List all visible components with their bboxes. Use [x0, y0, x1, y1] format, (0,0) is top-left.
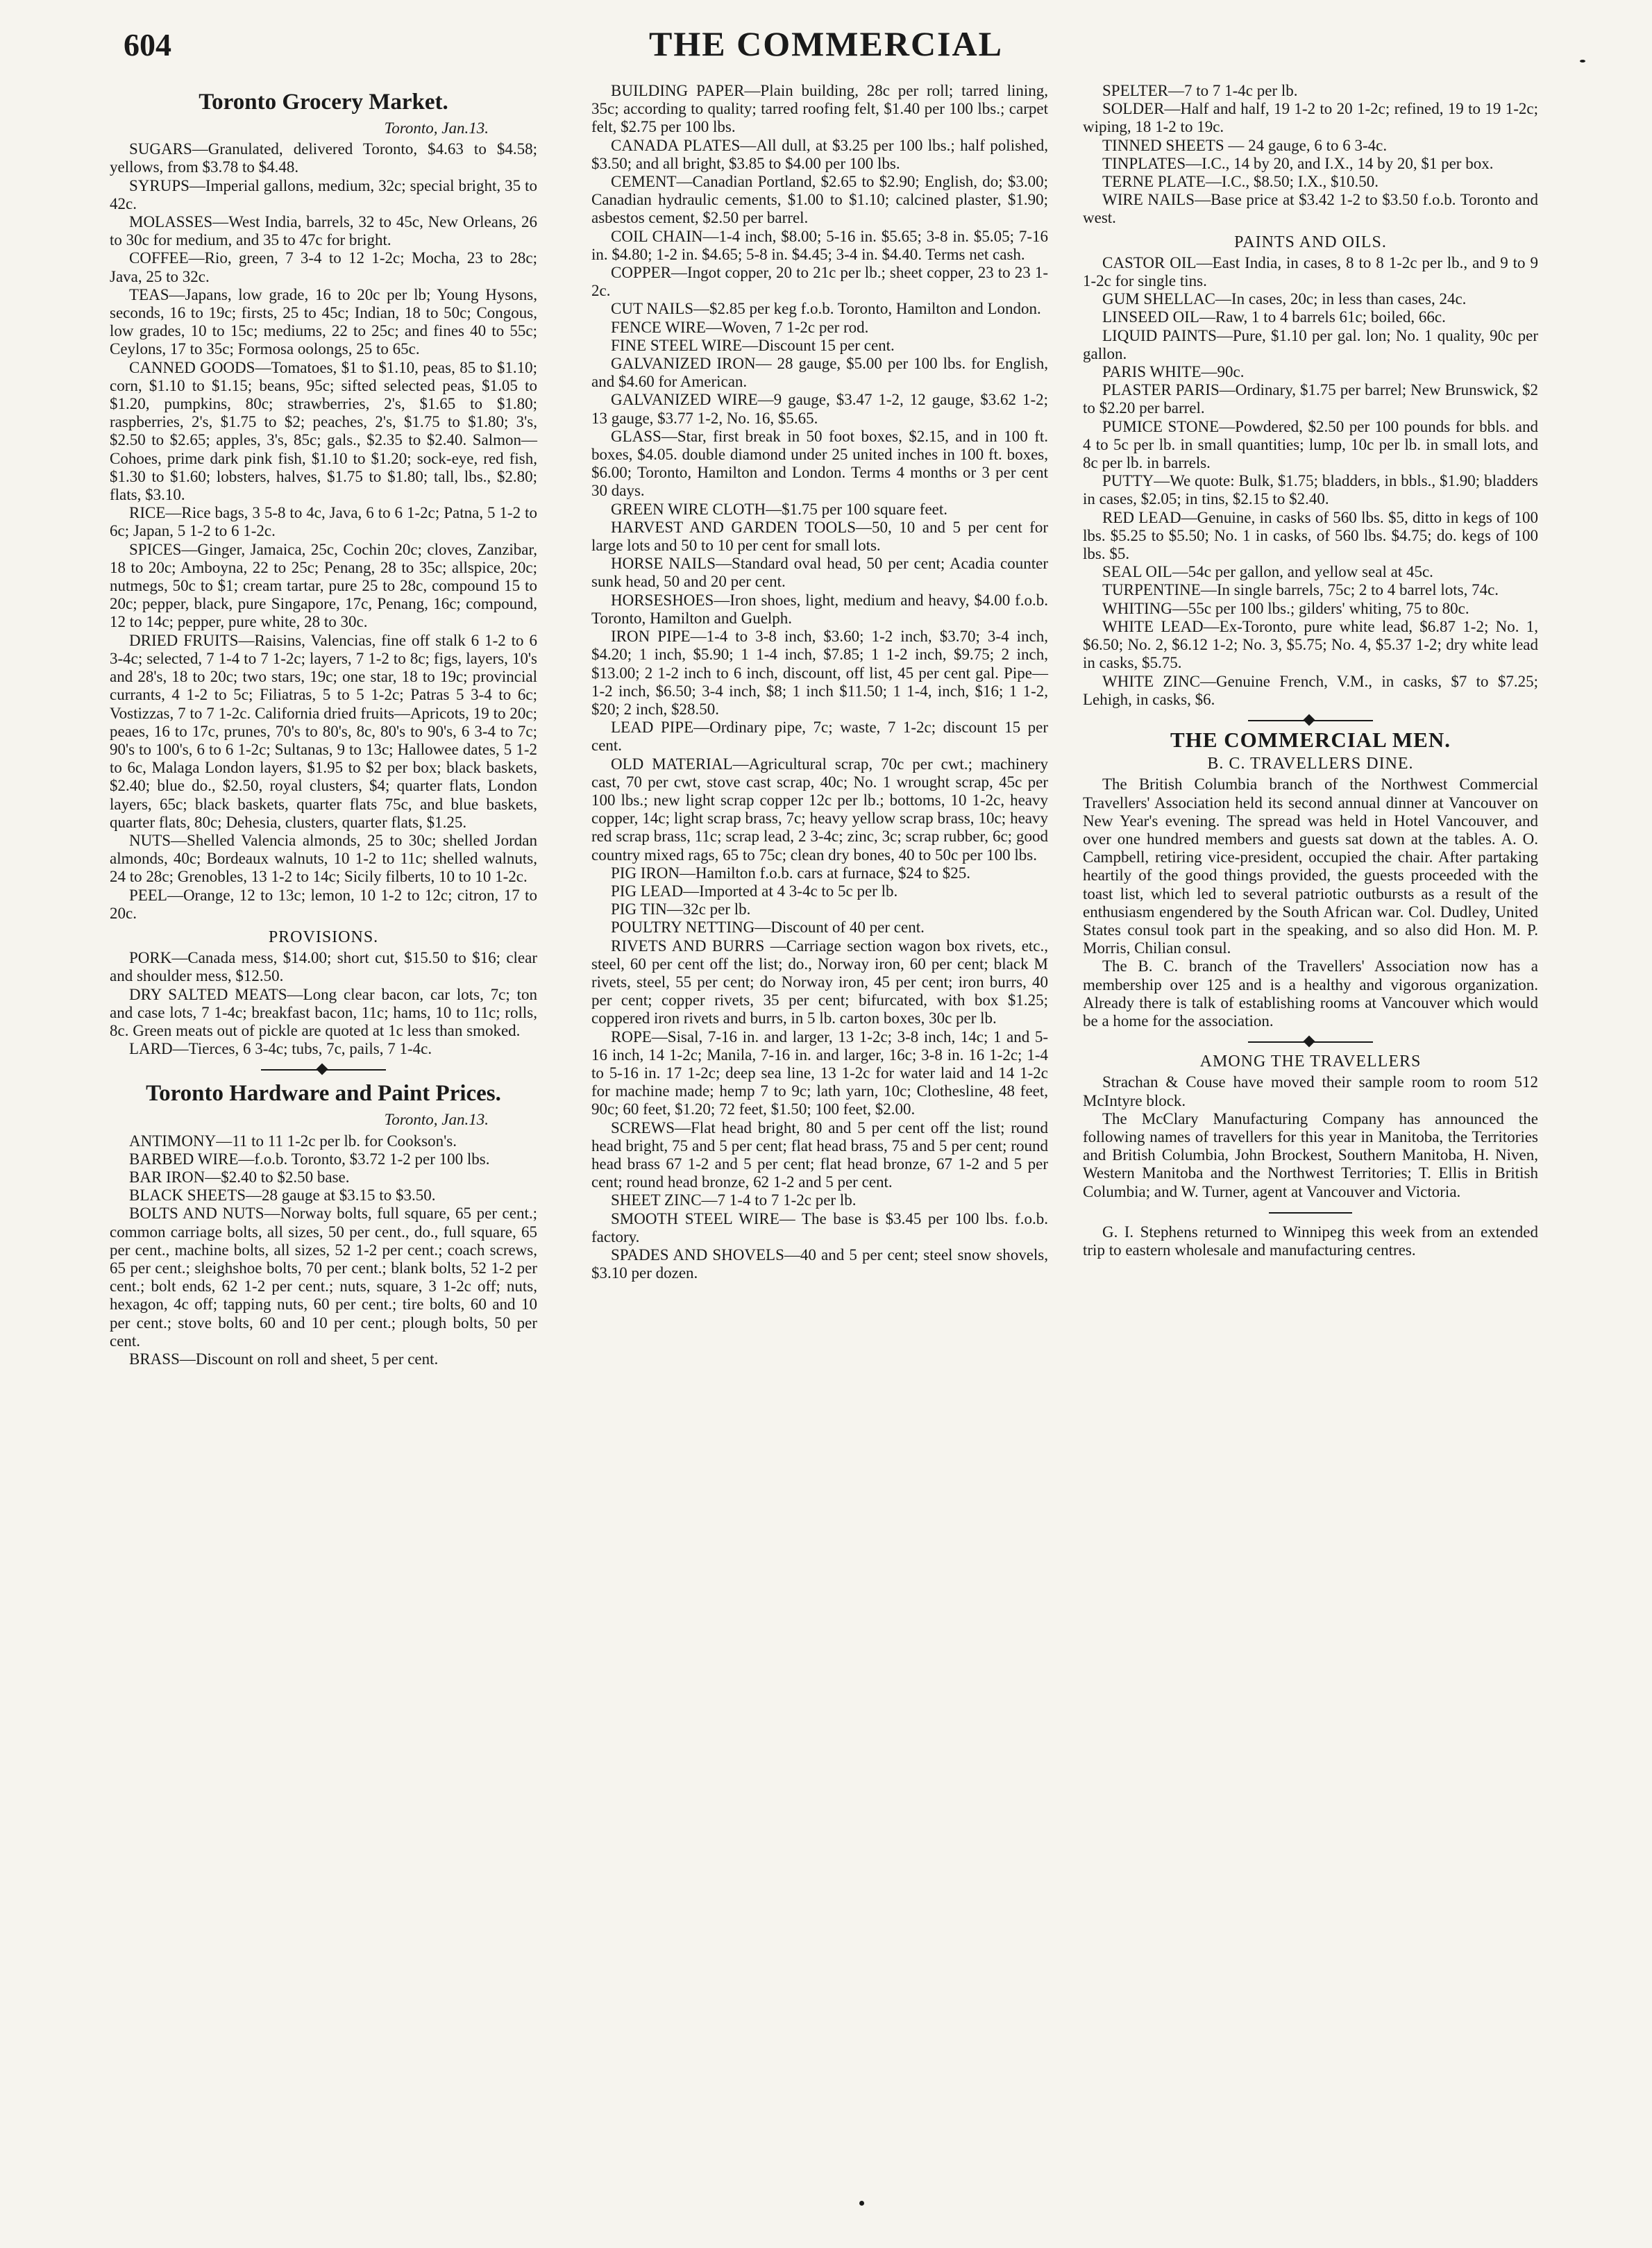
paint-pumice-stone: PUMICE STONE—Powdered, $2.50 per 100 pounds for bbls. and 4 to 5c per lb. in small quantities; lump, 10c per lb. in small lots, and 8c per lb. in barrels.	[1083, 417, 1538, 472]
provisions-lard: LARD—Tierces, 6 3-4c; tubs, 7c, pails, 7 1-4c.	[129, 1040, 432, 1058]
rule-ornament	[1304, 1036, 1315, 1048]
item-smooth-steel-wire: SMOOTH STEEL WIRE— The base is $3.45 per 100 lbs. f.o.b. factory.	[591, 1209, 1048, 1245]
paint-gum-shellac: GUM SHELLAC—In cases, 20c; in less than cases, 24c.	[1102, 290, 1467, 308]
grocery-teas: TEAS—Japans, low grade, 16 to 20c per lb; Young Hysons, seconds, 16 to 19c; firsts, 25 to 45c; Indian, 18 to 50c; Congous, low grades, 10 to 15c; mediums, 22 to 25c; and fines 40 to 55c; Ceylons, 17 to 35c; Formosa oolongs, 25 to 65c.	[110, 285, 537, 358]
rule-ornament	[1304, 714, 1315, 725]
column-middle	[591, 82, 1048, 1282]
paint-turpentine: TURPENTINE—In single barrels, 75c; 2 to 4 barrel lots, 74c.	[1102, 581, 1499, 599]
hardware-barbed-wire: BARBED WIRE—f.o.b. Toronto, $3.72 1-2 per 100 lbs.	[129, 1150, 490, 1168]
item-cut-nails: CUT NAILS—$2.85 per keg f.o.b. Toronto, Hamilton and London.	[611, 300, 1041, 318]
travellers-dine-para-2: The B. C. branch of the Travellers' Association now has a membership over 125 and is a healthy and vigorous organization. Already there is talk of establishing rooms at Vancouver which would be a home for the association.	[1083, 957, 1538, 1030]
travellers-dine-subheading: B. C. TRAVELLERS DINE.	[1207, 755, 1414, 773]
item-horse-nails: HORSE NAILS—Standard oval head, 50 per cent; Acadia counter sunk head, 50 and 20 per cent.	[591, 555, 1048, 591]
grocery-syrups: SYRUPS—Imperial gallons, medium, 32c; special bright, 35 to 42c.	[110, 176, 537, 212]
column-right	[1083, 82, 1538, 1259]
item-pig-iron: PIG IRON—Hamilton f.o.b. cars at furnace, $24 to $25.	[611, 864, 971, 882]
paint-castor-oil: CASTOR OIL—East India, in cases, 8 to 8 1-2c per lb., and 9 to 9 1-2c for single tins.	[1083, 253, 1538, 290]
item-rivets-burrs: RIVETS AND BURRS —Carriage section wagon box rivets, etc., steel, 60 per cent off the list; do., Norway iron, 60 per cent; black M rivets, steel, 55 per cent; do Norway iron, 45 per cent; iron burrs, 40 per cent; copper rivets, 35 per cent; bifurcated, with box $1.25; coppered iron rivets and burrs, in 5 lb. carton boxes, 30c per lb.	[591, 937, 1048, 1027]
travellers-dine-para-1: The British Columbia branch of the Northwest Commercial Travellers' Association held its second annual dinner at Vancouver on New Year's evening. The spread was held in Hotel Vancouver, and over one hundred members and guests sat down at the tables. A. O. Campbell, retiring vice-president, occupied the chair. After partaking heartily of the good things provided, the guests proceeded with the toast list, which led to several patriotic outbursts as a result of the enthusiasm engendered by the South African war. Col. Dudley, United States consul took part in the speaking, and so also did Hon. M. P. Morris, Chilian consul.	[1083, 775, 1538, 957]
grocery-peel: PEEL—Orange, 12 to 13c; lemon, 10 1-2 to 12c; citron, 17 to 20c.	[110, 886, 537, 922]
paint-red-lead: RED LEAD—Genuine, in casks of 560 lbs. $5, ditto in kegs of 100 lbs. $5.25 to $5.50; No. 1 in casks, of 560 lbs. $4.75; do. kegs of 100 lbs. $5.	[1083, 508, 1538, 563]
grocery-molasses: MOLASSES—West India, barrels, 32 to 45c, New Orleans, 26 to 30c for medium, and 35 to 47c for bright.	[110, 213, 537, 249]
page-number: 604	[124, 27, 171, 62]
item-canada-plates: CANADA PLATES—All dull, at $3.25 per 100 lbs.; half polished, $3.50; and all bright, $3.85 to $4.00 per 100 lbs.	[591, 136, 1048, 172]
paint-white-lead: WHITE LEAD—Ex-Toronto, pure white lead, $6.87 1-2; No. 1, $6.50; No. 2, $6.12 1-2; No. 3, $5.75; No. 4, $5.37 1-2; dry white lead in casks, $5.75.	[1083, 617, 1538, 672]
item-galvanized-wire: GALVANIZED WIRE—9 gauge, $3.47 1-2, 12 gauge, $3.62 1-2; 13 gauge, $3.77 1-2, No. 16, $5.65.	[591, 391, 1048, 427]
grocery-dried-fruits: DRIED FRUITS—Raisins, Valencias, fine off stalk 6 1-2 to 6 3-4c; selected, 7 1-4 to 7 1-2c; layers, 7 1-2 to 8c; figs, layers, 10's and 28's, 18 to 20c; two stars, 19c; one star, 18 to 19c; provincial currants, 4 1-2 to 5c; Filiatras, 5 to 5 1-2c; Patras 5 3-4 to 6c; Vostizzas, 7 to 7 1-2c. California dried fruits—Apricots, 19 to 20c; peaes, 16 to 17c, prunes, 70's to 80's, 8c, 80's to 90's, 6 3-4 to 7c; 90's to 100's, 6 to 6 1-2c; Sultanas, 9 to 13c; Hallowee dates, 5 1-2 to 6c, Malaga London layers, $1.95 to $2 per box; black baskets, $2.40; blue do., $2.50, royal clusters, $4; quarter flats, London layers, 65c; black baskets, quarter flats 75c, and blue baskets, quarter flats, 80c; Dehesia, clusters, quarter flats, $1.25.	[110, 631, 537, 831]
item-galvanized-iron: GALVANIZED IRON— 28 gauge, $5.00 per 100 lbs. for English, and $4.60 for American.	[591, 355, 1048, 391]
among-travellers-heading: AMONG THE TRAVELLERS	[1199, 1052, 1422, 1071]
paint-liquid-paints: LIQUID PAINTS—Pure, $1.10 per gal. lon; No. 1 quality, 90c per gallon.	[1083, 326, 1538, 362]
item-fence-wire: FENCE WIRE—Woven, 7 1-2c per rod.	[611, 318, 869, 336]
grocery-nuts: NUTS—Shelled Valencia almonds, 25 to 30c; shelled Jordan almonds, 40c; Bordeaux walnuts, 10 1-2 to 11c; shelled walnuts, 24 to 28c; Grenobles, 13 1-2 to 14c; Sicily filberts, 10 to 10 1-2c.	[110, 831, 537, 886]
item-wire-nails: WIRE NAILS—Base price at $3.42 1-2 to $3.50 f.o.b. Toronto and west.	[1083, 191, 1538, 227]
hardware-bar-iron: BAR IRON—$2.40 to $2.50 base.	[129, 1168, 350, 1186]
among-travellers-para-2: The McClary Manufacturing Company has announced the following names of travellers for this year in Manitoba, the Territories and British Columbia, John Brockest, Southern Manitoba, H. Niven, Western Manitoba and the Northwest Territories; T. Ellis in British Columbia; and W. Turner, agent at Vancouver and Victoria.	[1083, 1109, 1538, 1200]
grocery-heading: Toronto Grocery Market.	[199, 90, 448, 115]
hardware-bolts-nuts: BOLTS AND NUTS—Norway bolts, full square, 65 per cent.; common carriage bolts, all sizes, 50 per cent., do., full square, 65 per cent., machine bolts, all sizes, 52 1-2 per cent.; coach screws, 65 per cent.; sleighshoe bolts, 70 per cent.; blank bolts, 52 1-2 per cent.; bolt ends, 62 1-2 per cent.; nuts, square, 3 1-2c off; nuts, hexagon, 4c off; tapping nuts, 60 per cent.; tire bolts, 60 and 10 per cent.; stove bolts, 60 and 10 per cent.; plough bolts, 50 per cent.	[110, 1205, 537, 1350]
paint-linseed-oil: LINSEED OIL—Raw, 1 to 4 barrels 61c; boiled, 66c.	[1102, 308, 1446, 326]
grocery-sugars: SUGARS—Granulated, delivered Toronto, $4.63 to $4.58; yellows, from $3.78 to $4.48.	[110, 140, 537, 176]
item-building-paper: BUILDING PAPER—Plain building, 28c per roll; tarred lining, 35c; according to quality; tarred roofing felt, $1.40 per 100 lbs.; carpet felt, $2.75 per 100 lbs.	[591, 82, 1048, 136]
grocery-rice: RICE—Rice bags, 3 5-8 to 4c, Java, 6 to 6 1-2c; Patna, 5 1-2 to 6c; Japan, 5 1-2 to 6 1-2c.	[110, 504, 537, 540]
item-terne-plate: TERNE PLATE—I.C., $8.50; I.X., $10.50.	[1102, 173, 1379, 191]
item-green-wire-cloth: GREEN WIRE CLOTH—$1.75 per 100 square feet.	[611, 500, 948, 518]
grocery-dateline: Toronto, Jan.13.	[384, 119, 489, 137]
item-cement: CEMENT—Canadian Portland, $2.65 to $2.90; English, do; $3.00; Canadian hydraulic cements, $1.00 to $1.10; calcined plaster, $1.90; asbestos cement, $2.50 per barrel.	[591, 173, 1048, 227]
paints-heading: PAINTS AND OILS.	[1234, 233, 1387, 251]
item-solder: SOLDER—Half and half, 19 1-2 to 20 1-2c; refined, 19 to 19 1-2c; wiping, 18 1-2 to 19c.	[1083, 100, 1538, 136]
grocery-canned-goods: CANNED GOODS—Tomatoes, $1 to $1.10, peas, 85 to $1.10; corn, $1.10 to $1.15; beans, 95c; sifted selected peas, $1.05 to $1.20, pumpkins, 80c; strawberries, 2's, $1.65 to $1.80; raspberries, 2's, $1.75 to $2; peaches, 2's, $1.75 to $1.80; 3's, $2.50 to $2.65; apples, 3's, 85c; gals., $2.35 to $2.40. Salmon—Cohoes, prime dark pink fish, $1.10 to $1.20; sock-eye, red fish, $1.30 to $1.60; lobsters, halves, $1.75 to $1.80; tall, lbs., $2.80; flats, $3.10.	[110, 358, 537, 504]
item-pig-tin: PIG TIN—32c per lb.	[611, 900, 751, 919]
section-rule	[1248, 1041, 1373, 1043]
paint-white-zinc: WHITE ZINC—Genuine French, V.M., in casks, $7 to $7.25; Lehigh, in casks, $6.	[1083, 672, 1538, 708]
item-tinned-sheets: TINNED SHEETS — 24 gauge, 6 to 6 3-4c.	[1102, 136, 1388, 154]
provisions-heading: PROVISIONS.	[268, 928, 379, 946]
column-left	[110, 82, 537, 1368]
item-glass: GLASS—Star, first break in 50 foot boxes, $2.15, and in 100 ft. boxes, $4.05. double diamond under 25 united inches in 100 ft. boxes, $6.00; Toronto, Hamilton and London. Terms 4 months or 3 per cent 30 days.	[591, 427, 1048, 500]
grocery-spices: SPICES—Ginger, Jamaica, 25c, Cochin 20c; cloves, Zanzibar, 18 to 20c; Amboyna, 22 to 25c; Penang, 28 to 35c; allspice, 20c; nutmegs, 50c to $1; cream tartar, pure 25 to 28c, compound 15 to 20c; pepper, black, pure Singapore, 17c, Penang, 16c; compound, 12 to 14c; pepper, pure white, 28 to 30c.	[110, 540, 537, 631]
provisions-dry-salted-meats: DRY SALTED MEATS—Long clear bacon, car lots, 7c; ton and case lots, 7 1-4c; breakfast bacon, 11c; hams, 10 to 11c; rolls, 8c. Green meats out of pickle are quoted at 1c less than smoked.	[110, 985, 537, 1039]
item-poultry-netting: POULTRY NETTING—Discount of 40 per cent.	[611, 919, 925, 937]
paint-putty: PUTTY—We quote: Bulk, $1.75; bladders, in bbls., $1.90; bladders in cases, $2.05; in tins, $2.15 to $2.40.	[1083, 472, 1538, 508]
print-speck	[859, 2201, 864, 2206]
item-old-material: OLD MATERIAL—Agricultural scrap, 70c per cwt.; machinery cast, 70 per cwt, stove cast scrap, 40c; No. 1 wrought scrap, 45c per 100 lbs.; new light scrap copper 12c per lb.; bottoms, 10 1-2c, heavy copper, 14c; light scrap brass, 7c; heavy yellow scrap brass, 10c; heavy red scrap brass, 11c; scrap lead, 2 3-4c; zinc, 3c; scrap rubber, 6c; good country mixed rags, 65 to 75c; clean dry bones, 40 to 50c per 100 lbs.	[591, 755, 1048, 864]
item-iron-pipe: IRON PIPE—1-4 to 3-8 inch, $3.60; 1-2 inch, $3.70; 3-4 inch, $4.20; 1 inch, $5.90; 1 1-4 inch, $7.85; 1 1-2 inch, $9.75; 2 inch, $13.00; 2 1-2 inch to 6 inch, discount, off list, 45 per cent gal. Pipe—1-2 inch, $6.50; 3-4 inch, $8; 1 inch $11.50; 1 1-4, inch, $16; 1 1-2, $20; 2 inch, $28.50.	[591, 628, 1048, 718]
item-pig-lead: PIG LEAD—Imported at 4 3-4c to 5c per lb.	[611, 882, 898, 900]
item-rope: ROPE—Sisal, 7-16 in. and larger, 13 1-2c; 3-8 inch, 14c; 1 and 5-16 inch, 14 1-2c; Manila, 7-16 in. and larger, 16c; 3-8 in. 16 1-2c; 1-4 to 5-16 in. 17 1-2c; deep sea line, 13 1-2c for water laid and 14 1-2c for machine made; hemp 7 to 9c; lath yarn, 10c; Clothesline, 48 feet, 90c; 60 feet, $1.20; 72 feet, $1.50; 100 feet, $2.00.	[591, 1027, 1048, 1118]
item-spelter: SPELTER—7 to 7 1-4c per lb.	[1102, 82, 1298, 99]
paint-plaster-paris: PLASTER PARIS—Ordinary, $1.75 per barrel; New Brunswick, $2 to $2.20 per barrel.	[1083, 381, 1538, 417]
page-header	[0, 21, 1652, 69]
item-spades-shovels: SPADES AND SHOVELS—40 and 5 per cent; steel snow shovels, $3.10 per dozen.	[591, 1246, 1048, 1282]
grocery-coffee: COFFEE—Rio, green, 7 3-4 to 12 1-2c; Mocha, 23 to 28c; Java, 25 to 32c.	[110, 249, 537, 285]
item-horseshoes: HORSESHOES—Iron shoes, light, medium and heavy, $4.00 f.o.b. Toronto, Hamilton and Guelph.	[591, 591, 1048, 627]
print-speck	[1580, 60, 1585, 62]
rule-ornament	[317, 1064, 328, 1075]
hardware-heading: Toronto Hardware and Paint Prices.	[146, 1081, 501, 1107]
item-tinplates: TINPLATES—I.C., 14 by 20, and I.X., 14 by 20, $1 per box.	[1102, 154, 1494, 172]
item-copper: COPPER—Ingot copper, 20 to 21c per lb.; sheet copper, 23 to 23 1-2c.	[591, 264, 1048, 300]
item-coil-chain: COIL CHAIN—1-4 inch, $8.00; 5-16 in. $5.65; 3-8 in. $5.05; 7-16 in. $4.80; 1-2 in. $4.65; 5-8 in. $4.45; 3-4 in. $4.40. Terms net cash.	[591, 227, 1048, 263]
hardware-brass: BRASS—Discount on roll and sheet, 5 per cent.	[129, 1350, 439, 1368]
paint-seal-oil: SEAL OIL—54c per gallon, and yellow seal at 45c.	[1102, 563, 1433, 581]
hardware-black-sheets: BLACK SHEETS—28 gauge at $3.15 to $3.50.	[129, 1186, 436, 1205]
section-rule	[1269, 1212, 1352, 1214]
commercial-men-heading: THE COMMERCIAL MEN.	[1170, 727, 1451, 752]
paint-paris-white: PARIS WHITE—90c.	[1102, 363, 1245, 381]
closing-note: G. I. Stephens returned to Winnipeg this week from an extended trip to eastern wholesale and manufacturing centres.	[1083, 1223, 1538, 1259]
section-rule	[1248, 720, 1373, 721]
item-fine-steel-wire: FINE STEEL WIRE—Discount 15 per cent.	[611, 336, 895, 354]
item-harvest-tools: HARVEST AND GARDEN TOOLS—50, 10 and 5 per cent for large lots and 50 to 10 per cent for small lots.	[591, 518, 1048, 555]
hardware-dateline: Toronto, Jan.13.	[384, 1111, 489, 1129]
item-sheet-zinc: SHEET ZINC—7 1-4 to 7 1-2c per lb.	[611, 1191, 857, 1209]
among-travellers-para-1: Strachan & Couse have moved their sample room to room 512 McIntyre block.	[1083, 1073, 1538, 1109]
section-rule	[261, 1069, 386, 1071]
hardware-antimony: ANTIMONY—11 to 11 1-2c per lb. for Cookson's.	[129, 1132, 457, 1150]
item-screws: SCREWS—Flat head bright, 80 and 5 per cent off the list; round head bright, 75 and 5 per cent; flat head brass, 75 and 5 per cent; round head brass 67 1-2 and 5 per cent; flat head bronze, 67 1-2 and 5 per cent; round head bronze, 62 1-2 and 5 per cent.	[591, 1118, 1048, 1191]
item-lead-pipe: LEAD PIPE—Ordinary pipe, 7c; waste, 7 1-2c; discount 15 per cent.	[591, 719, 1048, 755]
paint-whiting: WHITING—55c per 100 lbs.; gilders' whiting, 75 to 80c.	[1102, 599, 1469, 617]
provisions-pork: PORK—Canada mess, $14.00; short cut, $15.50 to $16; clear and shoulder mess, $12.50.	[110, 949, 537, 985]
publication-title: THE COMMERCIAL	[649, 24, 1003, 63]
